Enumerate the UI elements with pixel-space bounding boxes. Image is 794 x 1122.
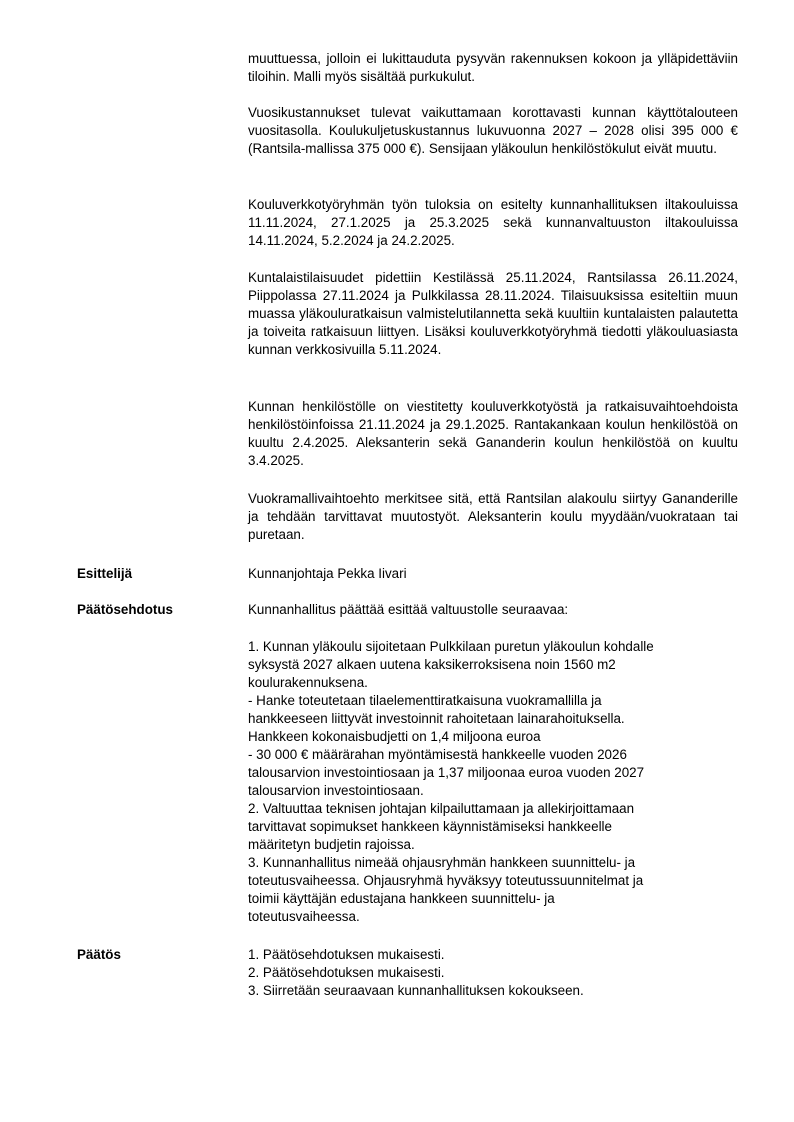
paragraph-model-costs: muuttuessa, jolloin ei lukittauduta pysyvän rakennuksen kokoon ja ylläpidettäviin tiloihin. Malli myös sisältää purkukulut. <box>248 51 738 84</box>
proposal-lead: Kunnanhallitus päättää esittää valtuustolle seuraavaa: <box>248 602 569 617</box>
proposal-line: toimii käyttäjän edustajana hankkeen suunnittelu- ja <box>248 891 555 906</box>
proposal-line: 2. Valtuuttaa teknisen johtajan kilpailuttamaan ja allekirjoittamaan <box>248 801 635 816</box>
paragraph-resident-events: Kuntalaistilaisuudet pidettiin Kestilässä 25.11.2024, Rantsilassa 26.11.2024, Piippolassa 27.11.2024 ja Pulkkilassa 28.11.2024. Tilaisuuksissa esiteltiin muun muassa yläkouluratkaisun valmistelutilannetta sekä kuultiin kuntalaisten palautetta ja toiveita ratkaisuun liittyen. Lisäksi kouluverkkotyöryhmä tiedotti yläkouluasiasta kunnan verkkosivuilla 5.11.2024. <box>248 270 738 357</box>
proposal-line: - Hanke toteutetaan tilaelementtiratkaisuna vuokramallilla ja <box>248 693 602 708</box>
proposal-line: määritetyn budjetin rajoissa. <box>248 837 415 852</box>
decision-body <box>248 946 738 1000</box>
decision-line: 1. Päätösehdotuksen mukaisesti. <box>248 947 445 962</box>
proposal-line: talousarvion investointiosaan ja 1,37 miljoonaa euroa vuoden 2027 <box>248 765 645 780</box>
proposal-line: Hankkeen kokonaisbudjetti on 1,4 miljoona euroa <box>248 729 541 744</box>
decision-line: 2. Päätösehdotuksen mukaisesti. <box>248 965 445 980</box>
decision-label: Päätös <box>77 947 121 962</box>
proposal-line: syksystä 2027 alkaen uutena kaksikerroksisena noin 1560 m2 <box>248 657 616 672</box>
proposal-line: 1. Kunnan yläkoulu sijoitetaan Pulkkilaan puretun yläkoulun kohdalle <box>248 639 654 654</box>
proposal-line: hankkeeseen liittyvät investoinnit rahoitetaan lainarahoituksella. <box>248 711 625 726</box>
proposal-body <box>248 638 738 926</box>
proposal-line: - 30 000 € määrärahan myöntämisestä hankkeelle vuoden 2026 <box>248 747 627 762</box>
proposal-label: Päätösehdotus <box>77 602 173 617</box>
paragraph-evening-sessions: Kouluverkkotyöryhmän työn tuloksia on esitelty kunnanhallituksen iltakouluissa 11.11.2024, 27.1.2025 ja 25.3.2025 sekä kunnanvaltuuston iltakouluissa 14.11.2024, 5.2.2024 ja 24.2.2025. <box>248 197 738 248</box>
proposal-line: 3. Kunnanhallitus nimeää ohjausryhmän hankkeen suunnittelu- ja <box>248 855 636 870</box>
presenter-label: Esittelijä <box>77 566 133 581</box>
proposal-line: toteutusvaiheessa. Ohjausryhmä hyväksyy toteutussuunnitelmat ja <box>248 873 644 888</box>
proposal-line: tarvittavat sopimukset hankkeen käynnistämiseksi hankkeelle <box>248 819 612 834</box>
proposal-line: talousarvion investointiosaan. <box>248 783 424 798</box>
decision-line: 3. Siirretään seuraavaan kunnanhallituksen kokoukseen. <box>248 983 584 998</box>
proposal-line: koulurakennuksena. <box>248 675 368 690</box>
presenter-value: Kunnanjohtaja Pekka Iivari <box>248 566 407 581</box>
paragraph-lease-model: Vuokramallivaihtoehto merkitsee sitä, että Rantsilan alakoulu siirtyy Gananderille ja tehdään tarvittavat muutostyöt. Aleksanterin koulu myydään/vuokrataan tai puretaan. <box>248 491 738 542</box>
paragraph-staff-communication: Kunnan henkilöstölle on viestitetty kouluverkkotyöstä ja ratkaisuvaihtoehdoista henkilöstöinfoissa 21.11.2024 ja 29.1.2025. Rantakankaan koulun henkilöstöä on kuultu 2.4.2025. Aleksanterin sekä Gananderin koulun henkilöstöä on kuultu 3.4.2025. <box>248 399 738 468</box>
paragraph-annual-costs: Vuosikustannukset tulevat vaikuttamaan korottavasti kunnan käyttötalouteen vuositasolla. Koulukuljetuskustannus lukuvuonna 2027 – 2028 olisi 395 000 € (Rantsila-mallissa 375 000 €). Sensijaan yläkoulun henkilöstökulut eivät muutu. <box>248 105 738 156</box>
proposal-line: toteutusvaiheessa. <box>248 909 360 924</box>
